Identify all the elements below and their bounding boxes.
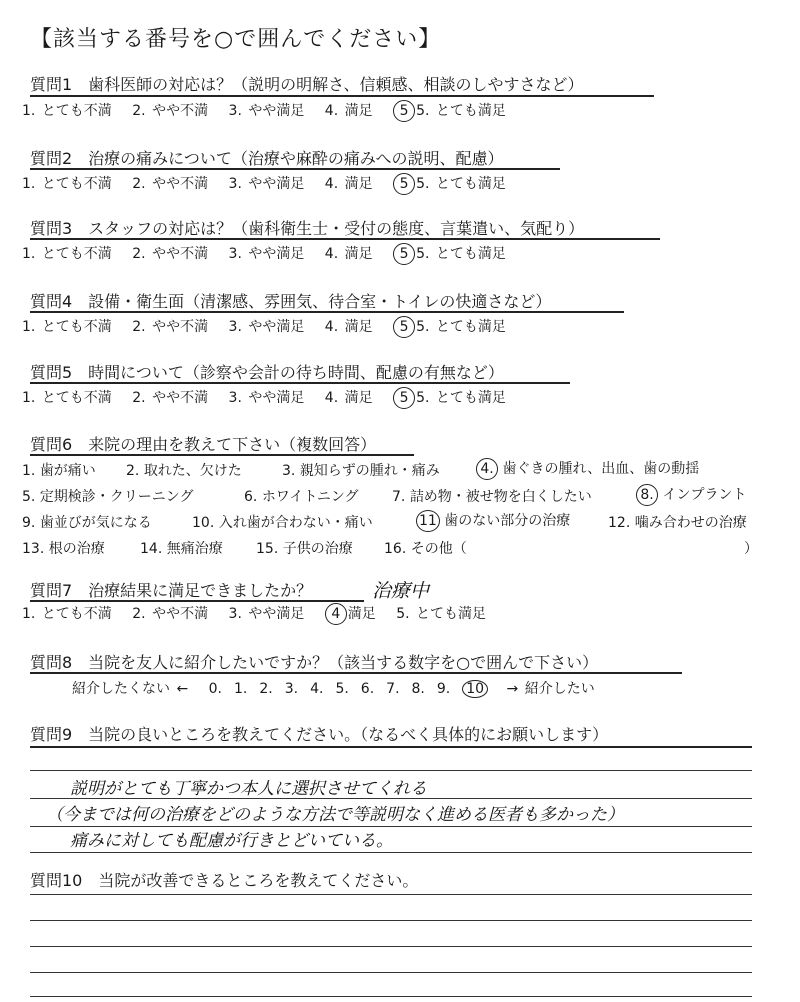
- opt-number: 14.: [140, 541, 163, 557]
- q5-opt-3[interactable]: 3. やや満足: [228, 390, 305, 406]
- opt-number: 7.: [392, 489, 406, 505]
- q4-opt-5-selected[interactable]: [393, 319, 506, 335]
- opt-number: 13.: [22, 541, 45, 557]
- opt-label: 親知らずの腫れ・痛み: [299, 463, 440, 479]
- selected-circle: 5: [393, 387, 415, 409]
- opt-number: 3.: [282, 463, 296, 479]
- q5-opt-4[interactable]: 4. 満足: [324, 390, 373, 406]
- q9-title: 質問9 当院の良いところを教えてください。（なるべく具体的にお願いします）: [30, 725, 609, 744]
- q8-scale-2[interactable]: 2.: [259, 681, 273, 697]
- q3-opt-1[interactable]: 1. とても不満: [22, 246, 112, 262]
- q8-scale-3[interactable]: 3.: [284, 681, 299, 697]
- q2-opt-1[interactable]: 1. とても不満: [22, 176, 112, 192]
- q3-opt-5-selected[interactable]: [393, 246, 506, 262]
- q6-opt-10[interactable]: [192, 512, 373, 532]
- opt-number: 16.: [384, 541, 407, 557]
- answer-line: [30, 996, 752, 997]
- q1-options[interactable]: [22, 100, 520, 122]
- selected-circle: 4: [325, 603, 347, 625]
- q3-title: 質問3 スタッフの対応は？（歯科衛生士・受付の態度、言葉遣い、気配り）: [30, 219, 585, 238]
- q10-title: 質問10 当院が改善できるところを教えてください。: [30, 871, 419, 890]
- answer-line: [30, 946, 752, 947]
- opt-label: 子供の治療: [282, 541, 353, 557]
- q4-opt-2[interactable]: 2. やや不満: [132, 319, 209, 335]
- q3-opt-2[interactable]: 2. やや不満: [132, 246, 209, 262]
- q8-scale-4[interactable]: 4.: [310, 681, 324, 697]
- opt-label: 歯のない部分の治療: [444, 513, 571, 529]
- q9-answer-line-1: 説明がとても丁寧かつ本人に選択させてくれる: [70, 779, 427, 799]
- q8-title: 質問8 当院を友人に紹介したいですか？（該当する数字を○で囲んで下さい）: [30, 653, 599, 672]
- selected-circle: 8.: [636, 484, 658, 506]
- q9-underline: [30, 746, 752, 748]
- q4-title: 質問4 設備・衛生面（清潔感、雰囲気、待合室・トイレの快適さなど）: [30, 292, 552, 311]
- q8-scale-8[interactable]: 8.: [411, 681, 425, 697]
- q1-opt-2[interactable]: 2. やや不満: [132, 103, 209, 119]
- q7-underline: [30, 600, 364, 602]
- selected-circle: 4.: [476, 458, 498, 480]
- q5-opt-5-selected[interactable]: [393, 390, 506, 406]
- q4-opt-5-label: 5. とても満足: [416, 319, 506, 335]
- q5-opt-5-label: 5. とても満足: [416, 390, 506, 406]
- answer-line: [30, 972, 752, 973]
- q7-title: 質問7 治療結果に満足できましたか？: [30, 581, 313, 600]
- selected-circle: 11: [416, 510, 440, 532]
- q8-scale-10-selected[interactable]: 10: [462, 680, 488, 698]
- q6-opt-5[interactable]: [22, 486, 194, 506]
- q8-underline: [30, 672, 682, 674]
- opt-label: ホワイトニング: [261, 489, 359, 505]
- q2-underline: [30, 168, 560, 170]
- q9-answer-line-3: 痛みに対しても配慮が行きとどいている。: [70, 831, 393, 851]
- q6-opt-13[interactable]: [22, 538, 105, 558]
- selected-circle: 5: [393, 173, 415, 195]
- opt-label: 入れ歯が合わない・痛い: [218, 515, 373, 531]
- q4-opt-4[interactable]: 4. 満足: [324, 319, 373, 335]
- answer-line: [30, 920, 752, 921]
- q7-opt-4-label: 満足: [347, 606, 376, 622]
- q2-options[interactable]: [22, 173, 520, 195]
- opt-label: 歯ぐきの腫れ、出血、歯の動揺: [502, 461, 700, 477]
- q7-opt-1[interactable]: 1. とても不満: [22, 606, 112, 622]
- q2-title: 質問2 治療の痛みについて（治療や麻酔の痛みへの説明、配慮）: [30, 149, 504, 168]
- q3-opt-4[interactable]: 4. 満足: [324, 246, 373, 262]
- q1-title: 質問1 歯科医師の対応は？（説明の明解さ、信頼感、相談のしやすさなど）: [30, 75, 584, 94]
- q5-options[interactable]: [22, 387, 520, 409]
- q4-opt-3[interactable]: 3. やや満足: [228, 319, 305, 335]
- opt-label: 噛み合わせの治療: [634, 515, 747, 531]
- q8-scale-7[interactable]: 7.: [386, 681, 400, 697]
- opt-label: 詰め物・被せ物を白くしたい: [409, 489, 592, 505]
- opt-number: 6.: [244, 489, 258, 505]
- answer-line: [30, 894, 752, 895]
- q3-opt-3[interactable]: 3. やや満足: [228, 246, 305, 262]
- answer-line: [30, 770, 752, 771]
- q6-underline: [30, 454, 414, 456]
- q6-opt-12[interactable]: [608, 512, 747, 532]
- q8-scale-row[interactable]: [72, 678, 595, 698]
- q7-opt-2[interactable]: 2. やや不満: [132, 606, 209, 622]
- opt-label: 無痛治療: [166, 541, 223, 557]
- q8-scale-5[interactable]: 5.: [335, 681, 349, 697]
- opt-label: 歯が痛い: [39, 463, 96, 479]
- q6-opt-11-selected[interactable]: [416, 510, 570, 532]
- form-header: 【該当する番号を○で囲んでください】: [30, 27, 442, 52]
- q6-opt-16[interactable]: [384, 538, 467, 558]
- q6-other-close-paren: ）: [744, 541, 758, 557]
- q1-opt-3[interactable]: 3. やや満足: [228, 103, 305, 119]
- q2-opt-5-label: 5. とても満足: [416, 176, 506, 192]
- q1-opt-5-selected[interactable]: [393, 103, 506, 119]
- q1-opt-4[interactable]: 4. 満足: [324, 103, 373, 119]
- q8-scale-1[interactable]: 1.: [234, 681, 248, 697]
- opt-number: 12.: [608, 515, 631, 531]
- q6-opt-4-selected[interactable]: [476, 458, 699, 480]
- q9-answer-line-2: （今までは何の治療をどのような方法で等説明なく進める医者も多かった）: [46, 805, 624, 825]
- q6-title: 質問6 来院の理由を教えて下さい（複数回答）: [30, 435, 377, 454]
- opt-number: 9.: [22, 515, 36, 531]
- opt-number: 1.: [22, 463, 36, 479]
- q6-opt-14[interactable]: [140, 538, 223, 558]
- q5-underline: [30, 382, 570, 384]
- q2-opt-3[interactable]: 3. やや満足: [228, 176, 305, 192]
- opt-label: 取れた、欠けた: [143, 463, 242, 479]
- q5-title: 質問5 時間について（診察や会計の待ち時間、配慮の有無など）: [30, 363, 504, 382]
- q6-opt-8-selected[interactable]: [636, 484, 746, 506]
- q1-opt-1[interactable]: 1. とても不満: [22, 103, 112, 119]
- q2-opt-2[interactable]: 2. やや不満: [132, 176, 209, 192]
- opt-number: 10.: [192, 515, 215, 531]
- q3-options[interactable]: [22, 243, 520, 265]
- q5-opt-1[interactable]: 1. とても不満: [22, 390, 112, 406]
- selected-circle: 5: [393, 316, 415, 338]
- q6-opt-9[interactable]: [22, 512, 152, 532]
- q1-underline: [30, 95, 654, 97]
- q4-options[interactable]: [22, 316, 520, 338]
- selected-circle: 5: [393, 100, 415, 122]
- opt-number: 15.: [256, 541, 279, 557]
- q2-opt-5-selected[interactable]: [393, 176, 506, 192]
- q7-opt-3[interactable]: 3. やや満足: [228, 606, 305, 622]
- q2-opt-4[interactable]: 4. 満足: [324, 176, 373, 192]
- q6-opt-3[interactable]: [282, 460, 440, 480]
- q6-opt-15[interactable]: [256, 538, 353, 558]
- q7-options[interactable]: [22, 603, 500, 625]
- opt-label: 歯並びが気になる: [39, 515, 152, 531]
- q5-opt-2[interactable]: 2. やや不満: [132, 390, 209, 406]
- q6-opt-7[interactable]: [392, 486, 592, 506]
- q7-handwritten-note: 治療中: [372, 580, 430, 602]
- selected-circle: 5: [393, 243, 415, 265]
- opt-label: インプラント: [662, 487, 747, 503]
- opt-label: 定期検診・クリーニング: [39, 489, 194, 505]
- q8-scale-6[interactable]: 6.: [360, 681, 375, 697]
- q8-scale-9[interactable]: 9.: [436, 681, 451, 697]
- q8-scale[interactable]: [209, 681, 500, 697]
- q6-opt-6[interactable]: [244, 486, 359, 506]
- q6-opt-1[interactable]: [22, 460, 96, 480]
- q4-underline: [30, 311, 624, 313]
- answer-line: [30, 852, 752, 853]
- q1-opt-5-label: 5. とても満足: [416, 103, 506, 119]
- q8-left-label: 紹介したくない ←: [72, 681, 189, 697]
- q8-right-label: → 紹介したい: [506, 681, 595, 697]
- q4-opt-1[interactable]: 1. とても不満: [22, 319, 112, 335]
- q3-opt-5-label: 5. とても満足: [416, 246, 506, 262]
- opt-number: 5.: [22, 489, 36, 505]
- q7-opt-4-selected[interactable]: [325, 606, 376, 622]
- q7-opt-5[interactable]: 5. とても満足: [396, 606, 487, 622]
- opt-number: 2.: [126, 463, 140, 479]
- opt-label: その他（: [410, 541, 467, 557]
- q3-underline: [30, 238, 660, 240]
- q6-opt-2[interactable]: [126, 460, 242, 480]
- opt-label: 根の治療: [48, 541, 105, 557]
- q8-scale-0[interactable]: 0.: [208, 681, 222, 697]
